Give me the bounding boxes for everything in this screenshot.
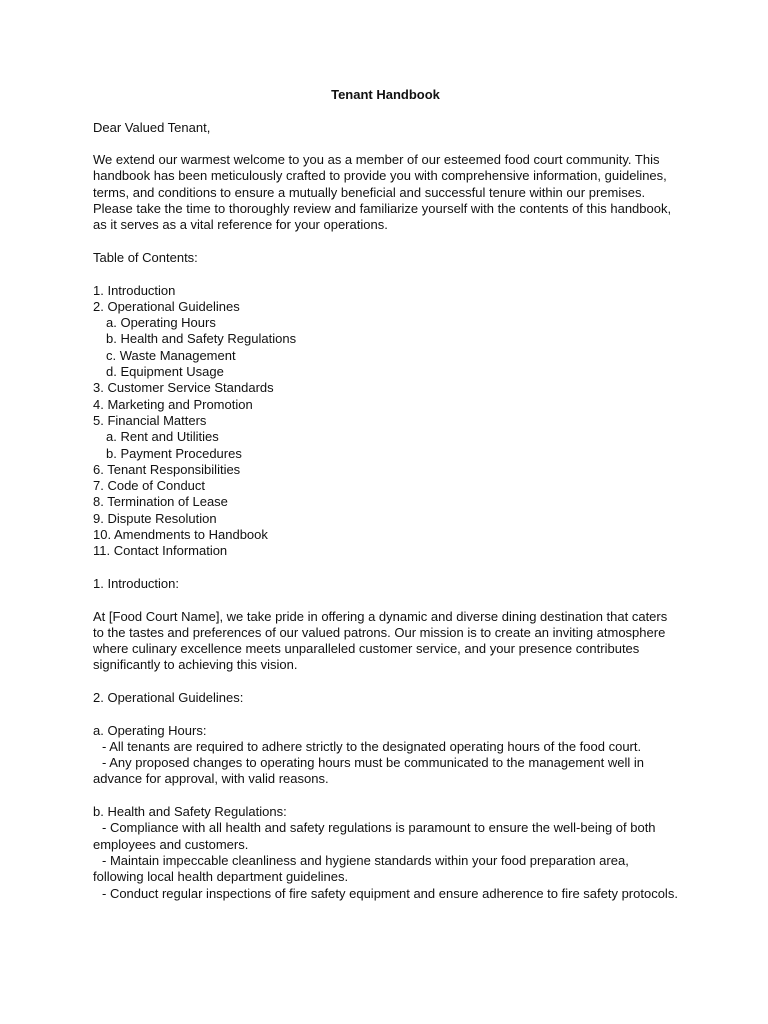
toc-item: 9. Dispute Resolution [93, 510, 217, 526]
toc-item: 6. Tenant Responsibilities [93, 461, 241, 477]
toc-subitem: b. Health and Safety Regulations [106, 331, 297, 347]
toc-item: 7. Code of Conduct [93, 478, 206, 494]
toc-subitem: a. Operating Hours [106, 315, 216, 331]
operating-hours-heading: a. Operating Hours: [93, 722, 207, 738]
operating-hours-block [93, 723, 678, 788]
toc-item: 11. Contact Information [93, 543, 228, 559]
health-safety-bullet: - Conduct regular inspections of fire safety equipment and ensure adherence to fire safety protocols. [102, 885, 678, 901]
intro-paragraph: We extend our warmest welcome to you as a member of our esteemed food court community. This handbook has been meticulously crafted to provide you with comprehensive information, guidelines, terms, and conditions to ensure a mutually beneficial and successful tenure within our premises. Please take the time to thoroughly review and familiarize yourself with the contents of this handbook, as it serves as a vital reference for your operations. [93, 152, 672, 233]
operating-hours-bullet: - All tenants are required to adhere strictly to the designated operating hours of the food court. [102, 738, 642, 754]
toc-subitem: d. Equipment Usage [106, 364, 224, 380]
section-1-heading: 1. Introduction: [93, 575, 179, 591]
health-safety-heading: b. Health and Safety Regulations: [93, 804, 287, 820]
section-2-heading: 2. Operational Guidelines: [93, 689, 244, 705]
health-safety-bullet: - Maintain impeccable cleanliness and hygiene standards within your food preparation area, following local health department guidelines. [93, 852, 629, 885]
toc-subitem: c. Waste Management [106, 347, 236, 363]
document-title: Tenant Handbook [331, 87, 440, 102]
health-safety-bullet: - Compliance with all health and safety regulations is paramount to ensure the well-being of both employees and customers. [93, 820, 656, 852]
toc-item: 4. Marketing and Promotion [93, 396, 253, 412]
toc-subitem: b. Payment Procedures [106, 445, 242, 461]
toc-subitem: a. Rent and Utilities [106, 429, 219, 445]
document-page [93, 87, 678, 918]
toc-item: 1. Introduction [93, 282, 176, 298]
salutation: Dear Valued Tenant, [93, 119, 211, 135]
toc-item: 2. Operational Guidelines [93, 298, 240, 314]
table-of-contents [93, 283, 678, 560]
toc-item: 8. Termination of Lease [93, 494, 228, 510]
health-safety-block [93, 804, 678, 902]
toc-item: 3. Customer Service Standards [93, 380, 274, 396]
operating-hours-bullet: - Any proposed changes to operating hours must be communicated to the management well in advance for approval, with valid reasons. [93, 755, 644, 787]
section-1-body: At [Food Court Name], we take pride in offering a dynamic and diverse dining destination that caters to the tastes and preferences of our valued patrons. Our mission is to create an inviting atmosphere where culinary excellence meets unparalleled customer service, and your presence contributes significantly to achieving this vision. [93, 608, 668, 673]
toc-item: 10. Amendments to Handbook [93, 527, 268, 543]
toc-item: 5. Financial Matters [93, 412, 207, 428]
toc-heading: Table of Contents: [93, 249, 198, 265]
